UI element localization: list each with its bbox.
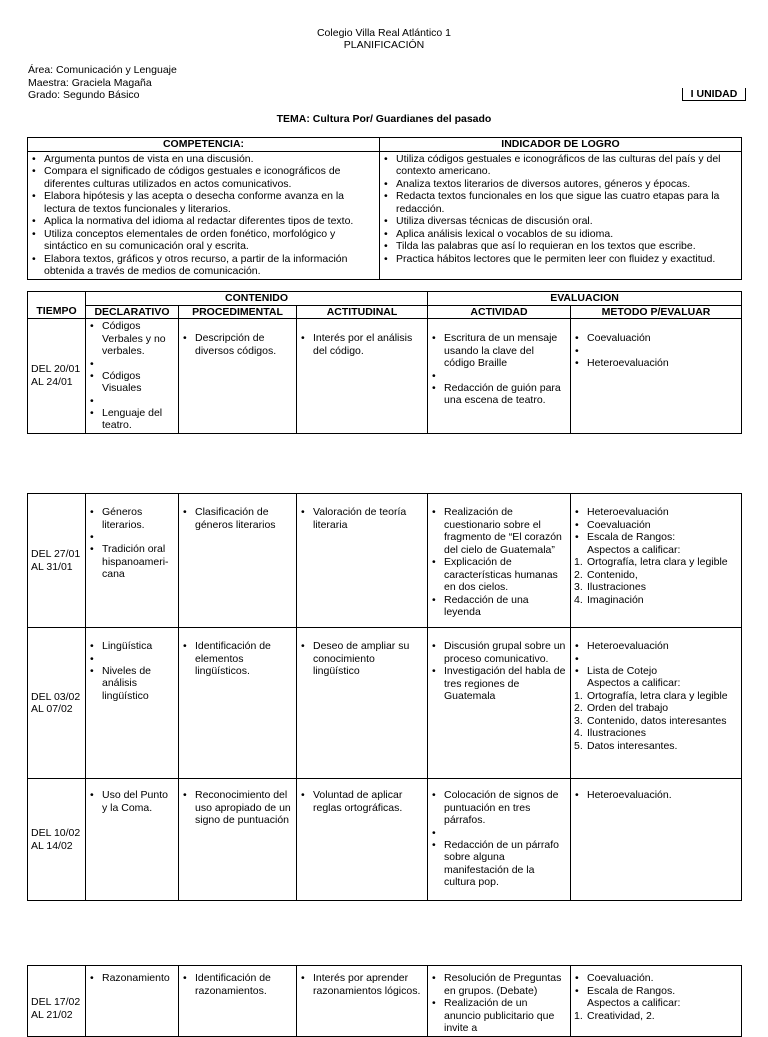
actividad-cell [428,779,571,901]
tiempo-end: AL 07/02 [31,703,73,715]
actitudinal-cell [297,628,428,779]
declarativo-cell [86,966,179,1037]
item-text: Ilustraciones [587,727,646,739]
list-item: • Discusión grupal sobre un proceso comunicativo. [431,640,567,665]
competencias-cell [28,151,380,279]
last-table [27,965,742,1037]
aspectos-label: Aspectos a calificar: [587,677,681,689]
item-number: 2. [574,702,583,714]
evaluacion-header: EVALUACION [428,292,742,306]
actividad-cell [428,494,571,628]
actividad-header: ACTIVIDAD [428,305,571,319]
procedimental-cell [179,319,297,434]
spacer [574,345,738,357]
item-text: Ortografía, letra clara y legible [587,556,728,568]
item-text: Contenido, datos interesantes [587,714,727,727]
list-item: • Uso del Punto y la Coma. [89,789,175,814]
spacer [89,531,175,543]
list-item: • Lista de Cotejo [574,665,738,678]
item-number: 2. [574,568,583,581]
list-item: • Realización de cuestionario sobre el fragmento de “El corazón del cielo de Guatemala” [431,506,567,556]
list-item: • Escritura de un mensaje usando la clave del código Braille [431,332,567,370]
competencia-item: • Utiliza conceptos elementales de orden fonético, morfológico y sintáctico en su comunicación oral y escrita. [31,228,376,253]
list-item: • Lingüística [89,640,175,653]
competencias-table [27,137,742,280]
declarativo-cell [86,494,179,628]
tiempo-end: AL 31/01 [31,560,73,573]
tiempo-start: DEL 03/02 [31,690,81,703]
list-item: • Heteroevaluación [574,640,738,653]
list-item [574,556,738,569]
item-text: Datos interesantes. [587,739,678,752]
aspectos-label: Aspectos a calificar: [587,543,681,556]
list-item: • Voluntad de aplicar reglas ortográficas. [300,789,424,814]
table-row [28,319,742,434]
actitudinal-cell [297,779,428,901]
metodo-header: METODO P/EVALUAR [571,305,742,319]
tiempo-cell [28,628,86,779]
actitudinal-cell [297,966,428,1037]
list-item [574,740,738,753]
list-item: • Géneros literarios. [89,506,175,531]
list-item: • Coevaluación [574,519,738,532]
item-number: 4. [574,593,583,606]
actividad-cell [428,628,571,779]
list-item: • Resolución de Preguntas en grupos. (Debate) [431,972,567,997]
document-title: PLANIFICACIÓN [343,39,425,51]
indicador-header: INDICADOR DE LOGRO [380,138,742,152]
list-item: • Lenguaje del teatro. [89,407,175,432]
indicador-item: • Utiliza diversas técnicas de discusión oral. [383,215,738,228]
table-row [28,779,742,901]
blank-cell [28,292,86,306]
item-text: Ortografía, letra clara y legible [587,689,728,702]
list-item: • Coevaluación [574,332,738,345]
indicador-item: • Tilda las palabras que así lo requieran en los textos que escribe. [383,240,738,253]
list-item: • Niveles de análisis lingüístico [89,665,175,703]
item-number: 1. [574,1009,583,1022]
tiempo-cell [28,779,86,901]
declarativo-header: DECLARATIVO [86,305,179,319]
list-item: • Códigos Verbales y no verbales. [89,320,175,358]
item-number: 1. [574,556,583,568]
weeks-table [27,493,742,901]
actividad-cell [428,319,571,434]
tiempo-header: TIEMPO [28,305,86,319]
indicador-item: • Analiza textos literarios de diversos autores, géneros y épocas. [383,178,738,191]
teacher-label: Maestra: Graciela Magaña [28,77,152,89]
grade-label: Grado: Segundo Básico [28,89,140,101]
list-item: • Identificación de elementos lingüísticos. [182,640,293,678]
declarativo-cell [86,779,179,901]
list-item [574,702,738,715]
metodo-cell [571,494,742,628]
indicador-item: • Redacta textos funcionales en los que sigue las cuatro etapas para la redacción. [383,190,738,215]
declarativo-cell [86,319,179,434]
table-row [28,628,742,779]
tiempo-end: AL 14/02 [31,839,73,852]
list-item: • Explicación de características humanas en dos cielos. [431,556,567,594]
list-item: • Escala de Rangos: [574,531,738,544]
list-item: • Reconocimiento del uso apropiado de un signo de puntuación [182,789,293,827]
actitudinal-header: ACTITUDINAL [297,305,428,319]
spacer [89,395,175,407]
competencia-item: • Argumenta puntos de vista en una discusión. [31,153,376,166]
unit-badge: I UNIDAD [682,88,746,101]
competencia-item: • Elabora hipótesis y las acepta o desecha conforme avanza en la lectura de textos funcionales y literarios. [31,190,376,215]
item-text: Imaginación [587,593,644,606]
list-item [574,690,738,703]
item-number: 4. [574,727,583,739]
spacer [89,653,175,665]
list-item [574,1010,738,1023]
list-item [574,715,738,728]
indicador-item: • Aplica análisis lexical o vocablos de su idioma. [383,228,738,241]
list-item [574,581,738,594]
indicador-item: • Utiliza códigos gestuales e iconográficos de las culturas del país y del contexto americano. [383,153,738,178]
spacer [431,827,567,839]
list-item: • Redacción de un párrafo sobre alguna manifestación de la cultura pop. [431,839,567,889]
actitudinal-cell [297,319,428,434]
item-text: Ilustraciones [587,581,646,593]
list-item: • Deseo de ampliar su conocimiento lingüístico [300,640,424,678]
list-item: • Valoración de teoría literaria [300,506,424,531]
list-item: • Descripción de diversos códigos. [182,332,293,357]
list-item [574,727,738,740]
contenido-header: CONTENIDO [86,292,428,306]
table-row [28,494,742,628]
actitudinal-cell [297,494,428,628]
metodo-cell [571,779,742,901]
indicador-item: • Practica hábitos lectores que le permiten leer con fluidez y exactitud. [383,253,738,266]
procedimental-cell [179,628,297,779]
list-item: • Investigación del habla de tres regiones de Guatemala [431,665,567,703]
list-item: • Coevaluación. [574,972,738,985]
spacer [89,358,175,370]
list-item: • Clasificación de géneros literarios [182,506,293,531]
list-item: • Realización de un anuncio publicitario que invite a [431,997,567,1035]
item-number: 3. [574,714,583,727]
tiempo-cell [28,966,86,1037]
competencia-item: • Elabora textos, gráficos y otros recurso, a partir de la información obtenida a través de medios de comunicación. [31,253,376,278]
plan-table [27,291,742,434]
tiempo-end: AL 21/02 [31,1008,73,1021]
table-row [28,966,742,1037]
metodo-cell [571,628,742,779]
list-item: • Colocación de signos de puntuación en tres párrafos. [431,789,567,827]
list-item: • Heteroevaluación [574,506,738,519]
tiempo-cell [28,319,86,434]
tiempo-start: DEL 17/02 [31,996,81,1008]
list-item: • Interés por aprender razonamientos lógicos. [300,972,424,997]
school-name: Colegio Villa Real Atlántico 1 [316,27,452,39]
metodo-cell [571,319,742,434]
indicadores-cell [380,151,742,279]
list-item: • Códigos Visuales [89,370,175,395]
list-item: • Razonamiento [89,972,175,985]
list-item: • Heteroevaluación. [574,789,738,802]
tiempo-start: DEL 10/02 [31,827,81,839]
competencia-item: • Aplica la normativa del idioma al redactar diferentes tipos de texto. [31,215,376,228]
procedimental-header: PROCEDIMENTAL [179,305,297,319]
tiempo-end: AL 24/01 [31,375,73,388]
item-number: 1. [574,689,583,702]
item-number: 3. [574,581,583,593]
list-item: • Heteroevaluación [574,357,738,370]
declarativo-cell [86,628,179,779]
aspectos-label: Aspectos a calificar: [587,997,681,1009]
list-item [574,594,738,607]
list-item: • Redacción de guión para una escena de teatro. [431,382,567,407]
competencia-header: COMPETENCIA: [28,138,380,152]
list-item: • Tradición oral hispanoameri-cana [89,543,175,581]
actividad-cell [428,966,571,1037]
list-item [574,569,738,582]
list-item: • Redacción de una leyenda [431,594,567,619]
list-item: • Identificación de razonamientos. [182,972,293,997]
procedimental-cell [179,494,297,628]
procedimental-cell [179,966,297,1037]
area-label: Área: Comunicación y Lenguaje [28,64,177,76]
spacer [574,653,738,665]
theme-title: TEMA: Cultura Por/ Guardianes del pasado [276,113,492,125]
tiempo-cell [28,494,86,628]
item-text: Contenido, [587,568,638,581]
list-item: • Interés por el análisis del código. [300,332,424,357]
list-item: • Escala de Rangos. [574,985,738,998]
procedimental-cell [179,779,297,901]
item-text: Creatividad, 2. [587,1009,655,1022]
competencia-item: • Compara el significado de códigos gestuales e iconográficos de diferentes culturas utilizados en actos comunicativos. [31,165,376,190]
metodo-cell [571,966,742,1037]
tiempo-start: DEL 20/01 [31,363,81,376]
tiempo-start: DEL 27/01 [31,548,81,560]
spacer [431,370,567,382]
item-number: 5. [574,739,583,752]
item-text: Orden del trabajo [587,702,669,714]
